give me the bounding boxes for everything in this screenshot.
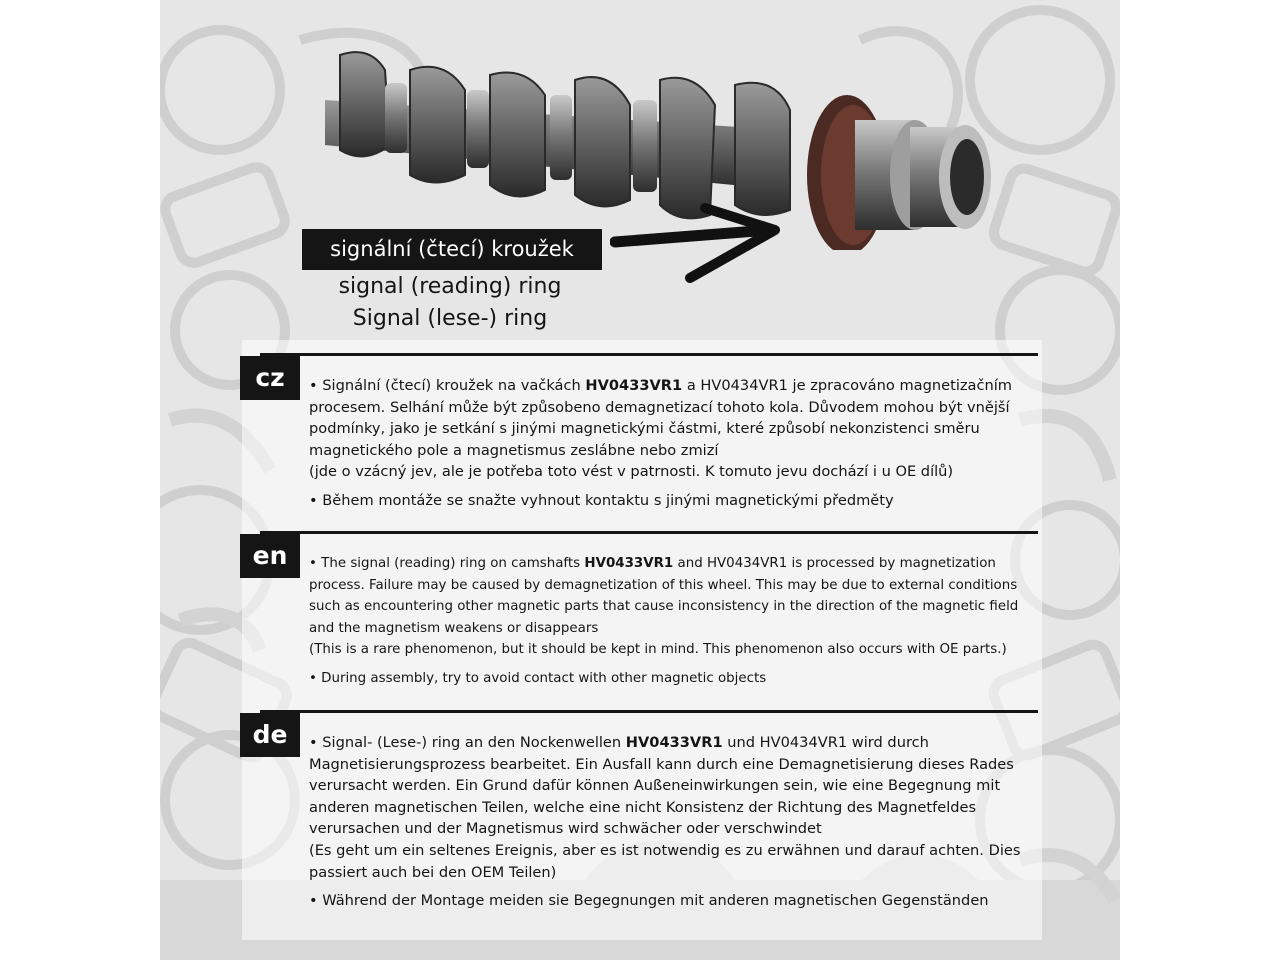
arrow-icon bbox=[610, 200, 790, 285]
paragraph-note: (Es geht um ein seltenes Ereignis, aber es ist notwendig es zu erwähnen und darauf achten. Dies passiert auch bei den OEM Teilen) bbox=[309, 841, 1021, 881]
paragraph-note: (jde o vzácný jev, ale je potřeba toto vést v patrnosti. K tomuto jevu dochází i u OE dílů) bbox=[309, 463, 954, 481]
section-divider bbox=[260, 710, 1038, 713]
callout-label: signální (čtecí) kroužek bbox=[302, 229, 602, 270]
lang-badge-cz: cz bbox=[240, 356, 300, 400]
section-divider bbox=[260, 531, 1038, 534]
section-body bbox=[309, 375, 1044, 512]
paragraph-main bbox=[309, 553, 1044, 639]
text-pre: • Signální (čtecí) kroužek na vačkách bbox=[309, 377, 586, 394]
text-pre: • The signal (reading) ring on camshafts bbox=[309, 556, 585, 571]
section-body bbox=[309, 732, 1044, 912]
paragraph-tip: • Během montáže se snažte vyhnout kontaktu s jinými magnetickými předměty bbox=[309, 491, 894, 509]
text-post: und HV0434VR1 wird durch Magnetisierungsprozess bearbeitet. Ein Ausfall kann durch eine Demagnetisierung dieses Rades verursacht werden. Ein Grund dafür können Außeneinwirkungen sein, wie eine Begegnung mit anderen magnetischen Teilen, welche eine nicht Konsistenz der Richtung des Magnetfeldes verursachen und der Magnetismus wird schwächer oder verschwindet bbox=[309, 734, 1014, 838]
text-post: a HV0434VR1 je zpracováno magnetizačním procesem. Selhání může být způsobeno demagnetizací tohoto kola. Důvodem mohou být vnější podmínky, jako je setkání s jinými magnetickými částmi, které způsobí nekonzistenci směru magnetického pole a magnetismus zeslábne nebo zmizí bbox=[309, 377, 1013, 459]
paragraph-tip: • Während der Montage meiden sie Begegnungen mit anderen magnetischen Gegenständen bbox=[309, 892, 989, 910]
part-code: HV0433VR1 bbox=[585, 377, 683, 394]
content-panel bbox=[160, 0, 1120, 960]
paragraph-main bbox=[309, 375, 1044, 461]
part-code: HV0433VR1 bbox=[625, 734, 723, 751]
paragraph-main bbox=[309, 732, 1044, 840]
text-post: and HV0434VR1 is processed by magnetization process. Failure may be caused by demagnetization of this wheel. This may be due to external conditions such as encountering other magnetic parts that cause inconsistency in the direction of the magnetic field and the magnetism weakens or disappears bbox=[309, 556, 1019, 636]
lang-badge-en: en bbox=[240, 534, 300, 578]
section-divider bbox=[260, 353, 1038, 356]
lang-badge-de: de bbox=[240, 713, 300, 757]
callout-label-en: signal (reading) ring bbox=[338, 274, 562, 299]
text-pre: • Signal- (Lese-) ring an den Nockenwellen bbox=[309, 734, 626, 751]
part-code: HV0433VR1 bbox=[584, 556, 674, 571]
paragraph-note: (This is a rare phenomenon, but it should be kept in mind. This phenomenon also occurs with OE parts.) bbox=[309, 642, 1007, 658]
section-body bbox=[309, 553, 1044, 690]
callout-label-de: Signal (lese-) ring bbox=[352, 306, 548, 331]
page-canvas bbox=[160, 0, 1120, 960]
paragraph-tip: • During assembly, try to avoid contact with other magnetic objects bbox=[309, 670, 767, 686]
